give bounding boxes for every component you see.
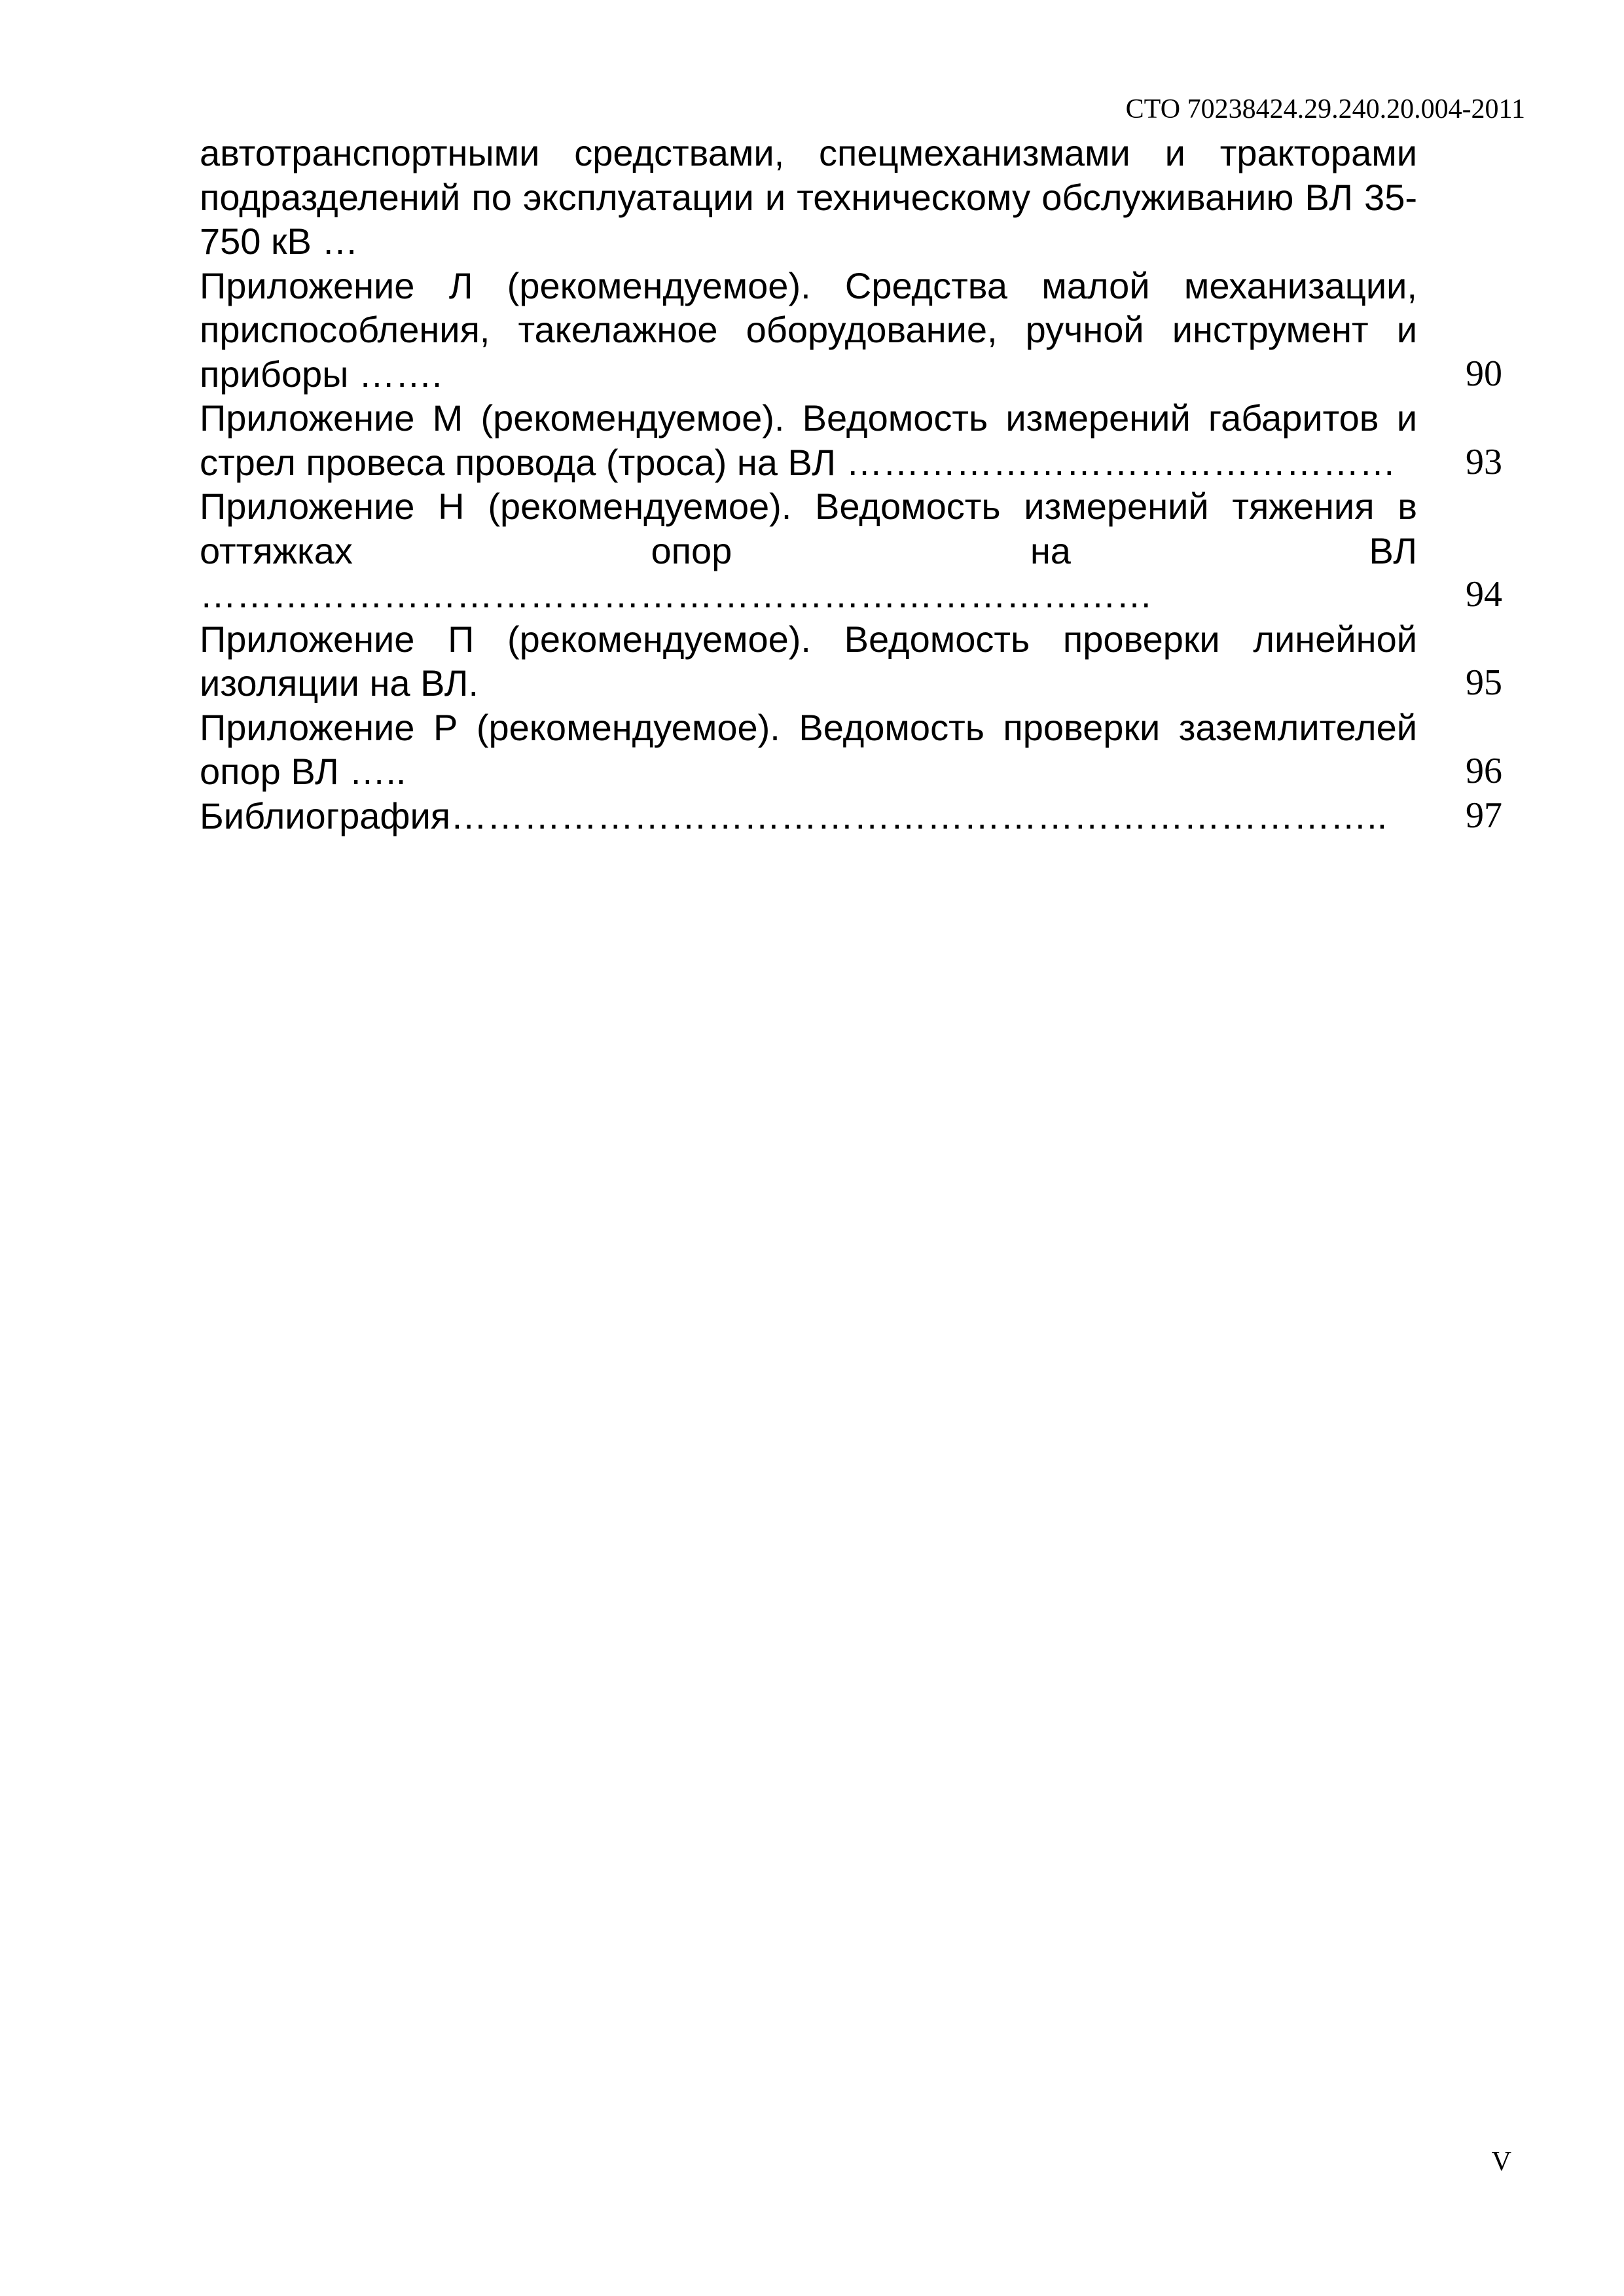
- toc-entry-appendix-n-leader: [200, 573, 1502, 617]
- toc-entry-appendix-m: [200, 396, 1502, 484]
- toc-entry-text: Приложение П (рекомендуемое). Ведомость проверки линейной изоляции на ВЛ.: [200, 618, 1417, 704]
- toc-entry-page: 94: [1466, 574, 1502, 615]
- toc-entry-text: автотранспортными средствами, спецмеханизмами и тракторами подразделений по эксплуатации и техническому обслуживанию ВЛ 35-750 кВ …: [200, 132, 1417, 262]
- toc-entry-bibliography: [200, 794, 1502, 838]
- toc-entry-page: 93: [1466, 441, 1502, 482]
- toc-entry-appendix-p: [200, 617, 1502, 706]
- toc-entry-continuation: [200, 131, 1502, 264]
- toc-entry-text: Приложение М (рекомендуемое). Ведомость измерений габаритов и стрел провеса провода (троса) на ВЛ ………………………………………: [200, 397, 1417, 483]
- toc-entry-page: 97: [1466, 795, 1502, 836]
- document-code: СТО 70238424.29.240.20.004-2011: [1125, 94, 1525, 124]
- toc-entry-text: Приложение Р (рекомендуемое). Ведомость проверки заземлителей опор ВЛ …..: [200, 706, 1417, 792]
- toc-entry-text: ……………………………………………………………………: [200, 574, 1153, 615]
- toc-entry-page: 90: [1466, 353, 1502, 394]
- toc-entry-text: Библиография…………………………………………………………………..: [200, 795, 1388, 836]
- toc-entry-appendix-r: [200, 706, 1502, 794]
- toc-entry-text: Приложение Л (рекомендуемое). Средства малой механизации, приспособления, такелажное оборудование, ручной инструмент и приборы …….: [200, 264, 1417, 395]
- table-of-contents: [200, 131, 1502, 838]
- page-number: V: [1491, 2147, 1511, 2177]
- toc-entry-appendix-n: [200, 484, 1502, 573]
- toc-entry-page: 96: [1466, 751, 1502, 791]
- toc-entry-text: Приложение Н (рекомендуемое). Ведомость измерений тяжения в оттяжках опор на ВЛ: [200, 486, 1417, 571]
- toc-entry-page: 95: [1466, 662, 1502, 703]
- toc-entry-appendix-l: [200, 264, 1502, 397]
